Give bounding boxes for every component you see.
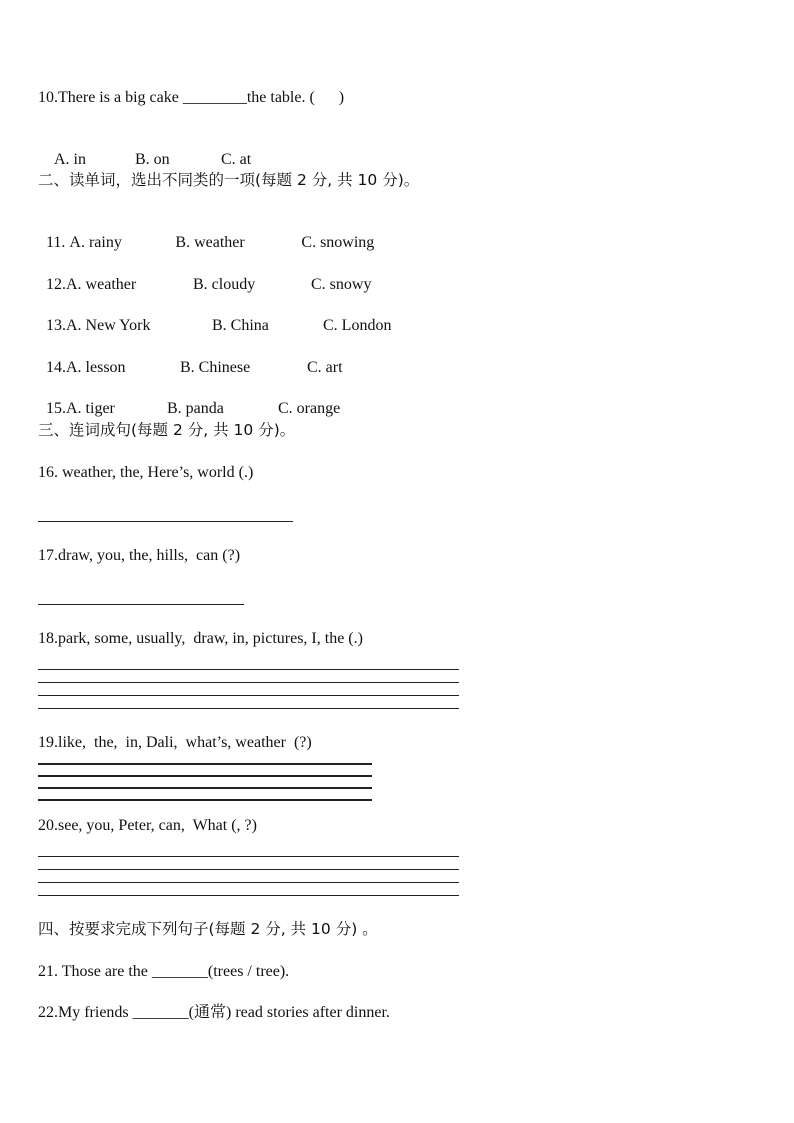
option-c: C. art bbox=[307, 359, 343, 376]
answer-line bbox=[38, 708, 459, 709]
option-b: B. China bbox=[212, 317, 269, 334]
question-10-text: 10.There is a big cake ________the table. ( ) bbox=[38, 89, 345, 106]
answer-line bbox=[38, 763, 372, 765]
answer-line bbox=[38, 775, 372, 777]
question-22: 22.My friends _______(通常) read stories after dinner. bbox=[38, 1004, 390, 1021]
answer-line bbox=[38, 682, 459, 683]
answer-line bbox=[38, 695, 459, 696]
question-14 bbox=[38, 338, 343, 378]
question-number: 15. bbox=[46, 400, 66, 417]
option-b: B. cloudy bbox=[193, 276, 256, 293]
question-21: 21. Those are the _______(trees / tree). bbox=[38, 963, 290, 980]
section-4-heading: 四、按要求完成下列句子(每题 2 分, 共 10 分) 。 bbox=[38, 920, 378, 938]
answer-line bbox=[38, 787, 372, 789]
question-number: 14. bbox=[46, 359, 66, 376]
question-11 bbox=[38, 213, 374, 253]
question-17: 17.draw, you, the, hills, can (?) bbox=[38, 547, 241, 564]
question-12 bbox=[38, 255, 371, 295]
answer-line bbox=[38, 521, 293, 522]
answer-line bbox=[38, 856, 459, 857]
question-number: 12. bbox=[46, 276, 66, 293]
option-c: C. London bbox=[323, 317, 392, 334]
option-a: A. lesson bbox=[66, 359, 126, 376]
question-15 bbox=[38, 379, 340, 419]
option-b: B. on bbox=[135, 151, 170, 168]
option-c: C. at bbox=[221, 151, 252, 168]
option-b: B. Chinese bbox=[180, 359, 251, 376]
option-c: C. orange bbox=[278, 400, 341, 417]
answer-line bbox=[38, 604, 244, 605]
option-c: C. snowy bbox=[311, 276, 372, 293]
question-13 bbox=[38, 296, 391, 336]
answer-line bbox=[38, 895, 459, 896]
option-a: A. tiger bbox=[66, 400, 115, 417]
option-c: C. snowing bbox=[301, 234, 375, 251]
option-a: A. weather bbox=[66, 276, 137, 293]
section-3-heading: 三、连词成句(每题 2 分, 共 10 分)。 bbox=[38, 421, 296, 439]
question-number: 11. bbox=[46, 234, 70, 251]
answer-line bbox=[38, 669, 459, 670]
option-a: A. New York bbox=[66, 317, 151, 334]
option-b: B. weather bbox=[175, 234, 245, 251]
question-number: 13. bbox=[46, 317, 66, 334]
question-19: 19.like, the, in, Dali, what’s, weather (?) bbox=[38, 734, 312, 751]
option-a: A. rainy bbox=[69, 234, 122, 251]
answer-line bbox=[38, 882, 459, 883]
section-2-heading: 二、读单词，选出不同类的一项(每题 2 分, 共 10 分)。 bbox=[38, 171, 420, 189]
option-a: A. in bbox=[54, 151, 86, 168]
answer-line bbox=[38, 869, 459, 870]
option-b: B. panda bbox=[167, 400, 224, 417]
question-20: 20.see, you, Peter, can, What (, ?) bbox=[38, 817, 257, 834]
answer-line bbox=[38, 799, 372, 801]
question-16: 16. weather, the, Here’s, world (.) bbox=[38, 464, 254, 481]
question-18: 18.park, some, usually, draw, in, pictures, I, the (.) bbox=[38, 630, 363, 647]
